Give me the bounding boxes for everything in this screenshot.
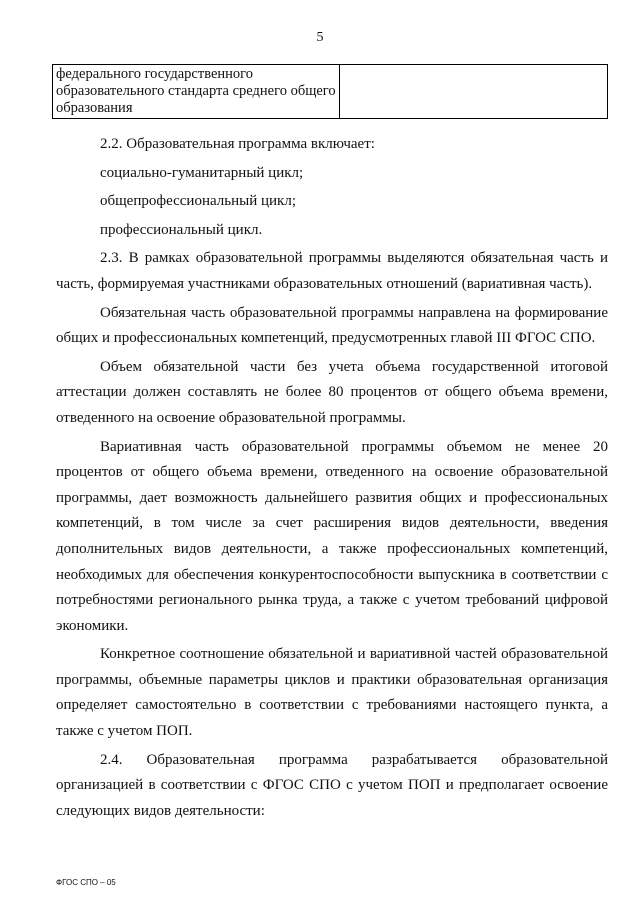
list-item-professional: профессиональный цикл. bbox=[100, 221, 263, 238]
paragraph-ratio: Конкретное соотношение обязательной и вариативной частей образовательной программы, объемные параметры циклов и практики образовательная организация определяет самостоятельно в соответствии с требованиями настоящего пункта, а также с учетом ПОП. bbox=[56, 646, 608, 740]
paragraph-2-3: 2.3. В рамках образовательной программы выделяются обязательная часть и часть, формируемая участниками образовательных отношений (вариативная часть). bbox=[56, 250, 608, 292]
header-table bbox=[52, 64, 608, 119]
paragraph-2-4: 2.4. Образовательная программа разрабатывается образовательной организацией в соответствии с ФГОС СПО с учетом ПОП и предполагает освоение следующих видов деятельности: bbox=[56, 751, 608, 819]
list-item-social-humanitarian: социально-гуманитарный цикл; bbox=[100, 164, 304, 181]
table-cell-left: федерального государственного образовательного стандарта среднего общего образования bbox=[53, 65, 340, 119]
paragraph-2-2: 2.2. Образовательная программа включает: bbox=[100, 136, 375, 152]
page-number: 5 bbox=[316, 30, 324, 45]
paragraph-mandatory-part: Обязательная часть образовательной программы направлена на формирование общих и профессиональных компетенций, предусмотренных главой III ФГОС СПО. bbox=[56, 304, 608, 347]
document-body bbox=[56, 132, 608, 824]
paragraph-variable-part: Вариативная часть образовательной программы объемом не менее 20 процентов от общего объема времени, отведенного на освоение образовательной программы, дает возможность дальнейшего развития общих и профессиональных компетенций, в том числе за счет расширения видов деятельности, введения дополнительных видов деятельности, а также профессиональных компетенций, необходимых для обеспечения конкурентоспособности выпускника в соответствии с потребностями регионального рынка труда, а также с учетом требований цифровой экономики. bbox=[56, 438, 608, 634]
table-cell-right bbox=[340, 65, 608, 119]
footer-label: ФГОС СПО – 05 bbox=[56, 878, 116, 887]
paragraph-mandatory-volume: Объем обязательной части без учета объема государственной итоговой аттестации должен составлять не более 80 процентов от общего объема времени, отведенного на освоение образовательной программы. bbox=[56, 358, 608, 426]
table-row bbox=[53, 65, 608, 119]
list-item-general-professional: общепрофессиональный цикл; bbox=[100, 193, 296, 210]
